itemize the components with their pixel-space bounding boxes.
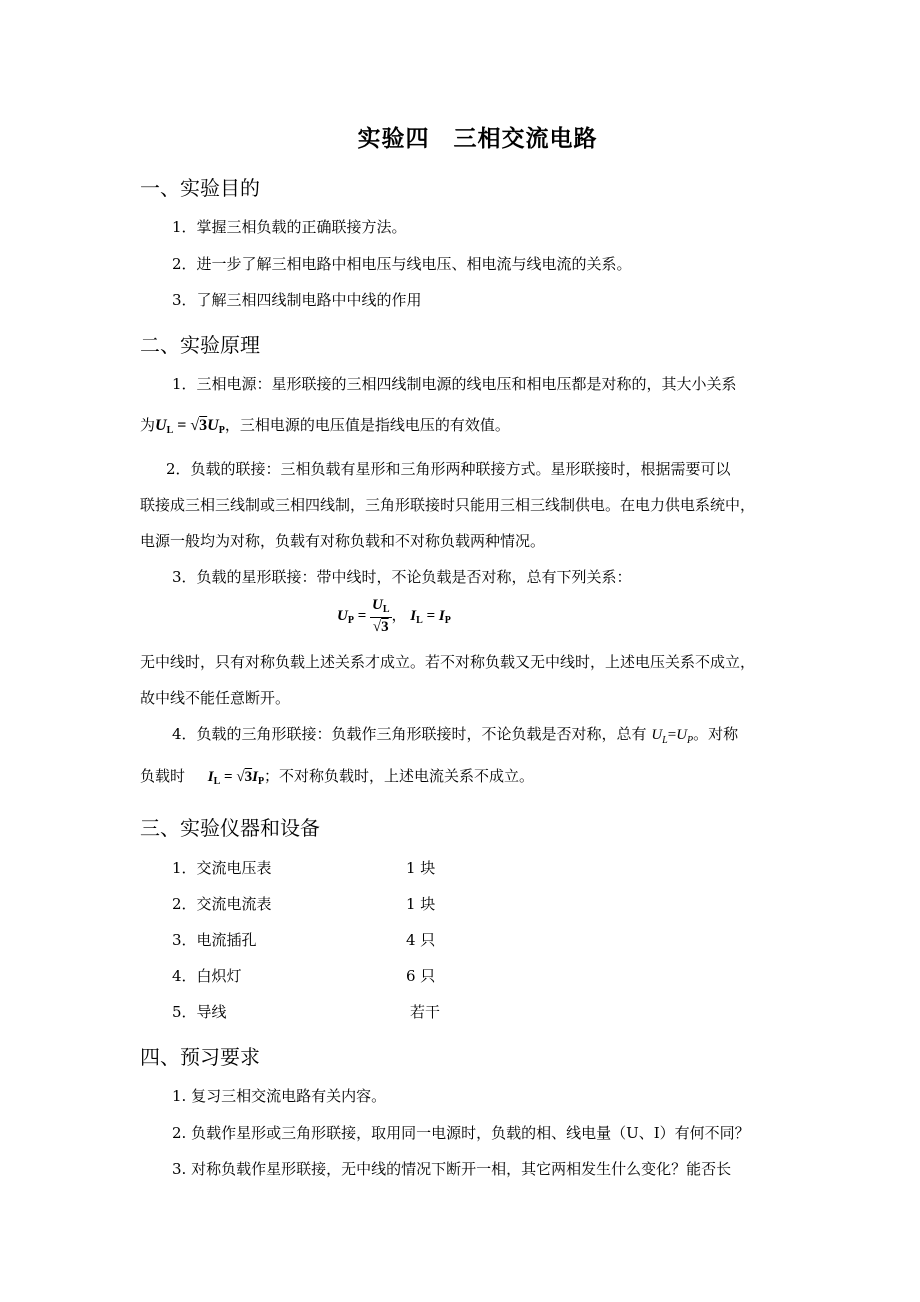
principle-p3-line3: 故中线不能任意断开。 <box>140 689 291 707</box>
equipment-qty-5: 若干 <box>410 1003 441 1021</box>
equipment-name-2: 2．交流电流表 <box>172 895 272 913</box>
formula-il-sqrt3-ip: $I_L = √3I_P$ <box>207 769 265 787</box>
principle-p1-line1: 1．三相电源：星形联接的三相四线制电源的线电压和相电压都是对称的，其大小关系 <box>172 375 737 393</box>
principle-p4-line2-suffix: ；不对称负载时，上述电流关系不成立。 <box>264 767 535 785</box>
equipment-qty-2: 1 块 <box>406 895 436 913</box>
principle-p4-line1-prefix: 4．负载的三角形联接：负载作三角形联接时，不论负载是否对称，总有 <box>172 725 652 743</box>
section-heading-principle: 二、实验原理 <box>140 333 260 357</box>
principle-p4-line2-prefix: 负载时 <box>140 767 190 785</box>
section-heading-equipment: 三、实验仪器和设备 <box>140 816 320 840</box>
equipment-qty-4: 6 只 <box>406 967 436 985</box>
principle-p1-line2 <box>140 414 510 436</box>
principle-p3-line1: 3．负载的星形联接：带中线时，不论负载是否对称，总有下列关系： <box>172 568 632 586</box>
page-title: 实验四 三相交流电路 <box>357 125 598 152</box>
formula-ul-eq-up: $U_L=U_P$ <box>651 727 694 746</box>
principle-p1-prefix: 为 <box>140 416 156 434</box>
equipment-qty-3: 4 只 <box>406 931 436 949</box>
equipment-name-5: 5．导线 <box>172 1003 227 1021</box>
principle-p4-line2 <box>140 765 534 787</box>
preview-item-3: 3. 对称负载作星形联接，无中线的情况下断开一相，其它两相发生什么变化？能否长 <box>172 1160 732 1178</box>
preview-item-1: 1. 复习三相交流电路有关内容。 <box>172 1087 387 1105</box>
principle-p4-line1 <box>172 723 738 746</box>
purpose-item-3: 3．了解三相四线制电路中中线的作用 <box>172 291 422 309</box>
section-heading-purpose: 一、实验目的 <box>140 176 260 200</box>
formula-star-connection: $U_P$ = $\frac{U_L}{√3}$ ， $I_L = I_P$ <box>337 597 451 635</box>
equipment-name-3: 3．电流插孔 <box>172 931 257 949</box>
equipment-name-4: 4．白炽灯 <box>172 967 242 985</box>
equipment-name-1: 1．交流电压表 <box>172 859 272 877</box>
principle-p2-line2: 联接成三相三线制或三相四线制，三角形联接时只能用三相三线制供电。在电力供电系统中， <box>140 496 756 514</box>
principle-p3-line2: 无中线时，只有对称负载上述关系才成立。若不对称负载又无中线时，上述电压关系不成立， <box>140 653 756 671</box>
purpose-item-2: 2．进一步了解三相电路中相电压与线电压、相电流与线电流的关系。 <box>172 255 632 273</box>
formula-ul-sqrt3-up: $U_L = √3U_P$ <box>155 417 225 436</box>
equipment-qty-1: 1 块 <box>406 859 436 877</box>
section-heading-preview: 四、预习要求 <box>140 1045 260 1069</box>
principle-p1-suffix: ，三相电源的电压值是指线电压的有效值。 <box>224 416 510 434</box>
principle-p2-line1: 2．负载的联接：三相负载有星形和三角形两种联接方式。星形联接时，根据需要可以 <box>166 460 731 478</box>
purpose-item-1: 1．掌握三相负载的正确联接方法。 <box>172 218 407 236</box>
principle-p4-line1-suffix: 。对称 <box>693 725 739 743</box>
preview-item-2: 2. 负载作星形或三角形联接，取用同一电源时，负载的相、线电量（U、I）有何不同？ <box>172 1124 750 1142</box>
principle-p2-line3: 电源一般均为对称，负载有对称负载和不对称负载两种情况。 <box>140 532 546 550</box>
